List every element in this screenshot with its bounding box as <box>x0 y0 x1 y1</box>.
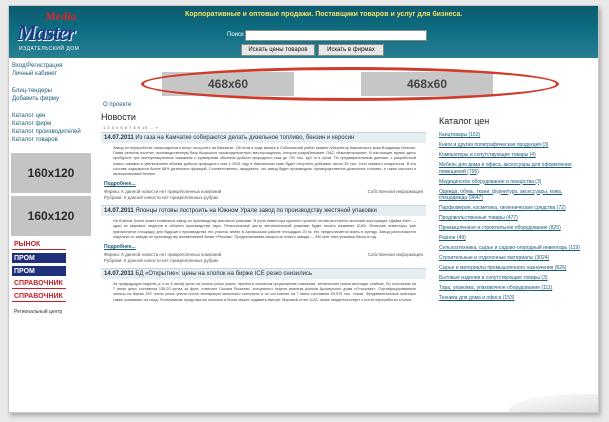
news-firms: Фирмы: К данной новости нет прикрепленных компаний <box>104 252 222 258</box>
catalog-links <box>9 112 94 144</box>
catalog-heading: Каталог цен <box>439 116 490 126</box>
catalog-item[interactable]: Компьютеры и сопутствующие товары (4) <box>439 152 536 158</box>
account-links <box>9 62 94 78</box>
header <box>9 6 599 58</box>
partner-banners <box>9 240 94 319</box>
news-footer <box>101 187 426 203</box>
catalog-item[interactable]: Медицинское оборудование и лекарства (3) <box>439 178 542 185</box>
top-banner-1[interactable]: 468x60 <box>162 72 294 96</box>
price-catalog <box>439 116 589 413</box>
login-link[interactable]: Вход/Регистрация <box>12 63 63 69</box>
news-more-link[interactable]: Подробнее... <box>104 181 136 188</box>
price-catalog-link[interactable]: Каталог цен <box>12 113 46 119</box>
news-date: 14.07.2011 <box>104 271 134 278</box>
catalog-item[interactable]: Бытовые изделия и сопутствующие товары (3) <box>439 275 548 281</box>
news-title[interactable]: Японцы готовы построить на Южном Урале завод по производству жестяной упаковки <box>135 208 377 215</box>
news-body: На Южном Урале может появиться завод по производству жестяной упаковки. В роли инвестора крупного проекта готова выступить японская корпорация «Дайва Кан» — один из мировых лидеров в области производства тары. Региональный центр металлической упаковки будет носить название ICAN. Японские инвесторы уже присмотрели площадку для будущего производства это участок земли в Аргаяшском районе площадью 20 га, его предполагается взять в аренду. Завод расположится недалеко от завода по производству алюминиевой банки «Рексам». Предполагаемая мощность нового завода — 300 млн тонн упаковки банок в год. <box>113 219 416 239</box>
catalog-item[interactable]: Строительные и отделочные материалы (3024) <box>439 255 550 261</box>
catalog-item[interactable]: Сырье и материалы промышленного назначения (826) <box>439 265 567 271</box>
side-banner-1[interactable]: 160x120 <box>11 153 91 193</box>
search-goods-button[interactable]: Искать цены товаров <box>241 44 315 56</box>
news-title[interactable]: БД «Открытие»: цены на хлопок на бирже ICE резко снизились <box>135 271 313 278</box>
tenders-link[interactable]: Блиц-тендеры <box>12 88 52 94</box>
logo-subtitle: ИЗДАТЕЛЬСКИЙ ДОМ <box>19 46 80 52</box>
search-input[interactable] <box>245 30 427 41</box>
catalog-item[interactable]: Продовольственные товары (477) <box>439 215 518 221</box>
catalog-item[interactable]: Канцтовары (152) <box>439 132 481 138</box>
news-item-header[interactable] <box>101 206 426 216</box>
news-body: Завод по переработке газоконденсата могут построить на Камчатке. Об этом в ходе визита в Соболевский район заявил губернатор Камчатского края Владимир Илюхин. Глава региона посетил производственную базу Кшукского газоконденсатного месторождения, которое разрабатывает ОАО «Камчатгазпром». В настоящее время здесь пробурено три эксплуатационные скважины с суммарным объемом добычи природного газа до 700 тыс. куб. м в сутки. По предварительным данным, с разработкой новых скважин и увеличением объема добычи природного газа к 2015 году в Камчатском крае будет получено добывать около 35 тыс. тонн газового конденсата. В его составе содержатся более 88% дизельных фракций. Соответственно, ожидается, что завод будет производить преимущественно дизельное топливо, а также керосин и низкооктановый бензин. <box>113 146 416 177</box>
news-firms: Фирмы: К данной новости нет прикрепленных компаний <box>104 189 222 195</box>
catalog-item[interactable]: Разное (49) <box>439 235 466 241</box>
news-date: 14.07.2011 <box>104 135 134 141</box>
catalog-item[interactable]: Мебель для дома и офиса, аксессуары для оформления помещений (795) <box>439 162 572 175</box>
logo-master: Master <box>17 20 75 45</box>
news-body: За предыдущую неделю (с 4 по 8 июля) цены на хлопок резко упали, причем в основном продолжение снижения, технические рынки выглядят слабым. По состоянию на 7 июля цены составили 136,20 цента за фунт, отмечает Оксана Рыженко, специалист отдела анализа рынков Брокерского дома «Открытие». Сертифицированные запасы на бирже ICE очень резко упали после экспирации июльского контракта и по состоянию на 7 июля составили 53,975 тыс. тюков. Фундаментальные факторы также указывают на спад. Пользование продолжится сильные в Китае может подавить импорт. Мировой отчет ICAC также свидетельствует о росте переработки хлопка. <box>113 282 416 302</box>
maker-catalog-link[interactable]: Каталог производителей <box>12 129 81 135</box>
catalog-item[interactable]: Книги и другая полиграфическая продукция (3) <box>439 142 549 148</box>
news-item-header[interactable] <box>101 269 426 279</box>
page <box>8 5 599 413</box>
catalog-item[interactable]: Парфюмерия, косметика, гигиенические средства (72) <box>439 205 566 211</box>
goods-catalog-link[interactable]: Каталог товаров <box>12 137 58 143</box>
search-label: Поиск <box>227 32 244 38</box>
news-item <box>101 205 426 266</box>
news-date: 14.07.2011 <box>104 208 134 215</box>
news-heading: Новости <box>101 112 136 122</box>
highlight-oval <box>141 67 559 101</box>
search-firms-button[interactable]: Искать в фирмах <box>318 44 384 56</box>
logo[interactable] <box>17 9 103 55</box>
catalog-item[interactable]: Сельхозтехника, сырье и садово-огородный инвентарь (119) <box>439 245 580 251</box>
news-footer <box>101 250 426 266</box>
news-rubrics: Рубрики: К данной новости нет прикрепленных рубрик <box>104 258 219 264</box>
main-content <box>101 102 426 413</box>
news-item <box>101 268 426 305</box>
partner-banner[interactable]: ПРОМ <box>12 266 66 276</box>
news-more-link[interactable]: Подробнее... <box>104 244 136 251</box>
news-item-header[interactable] <box>101 133 426 143</box>
news-source: Собственная информация <box>367 252 423 258</box>
news-source: Собственная информация <box>367 189 423 195</box>
tender-links <box>9 87 94 103</box>
pagination[interactable]: 1 2 3 4 5 6 7 8 9 10 ... » <box>103 125 159 130</box>
firm-catalog-link[interactable]: Каталог фирм <box>12 121 52 127</box>
top-banner-2[interactable]: 468x60 <box>361 72 493 96</box>
partner-banner[interactable]: СПРАВОЧНИК <box>12 279 66 289</box>
about-link[interactable]: О проекте <box>103 102 132 108</box>
partner-banner[interactable]: РЫНОК <box>12 240 66 250</box>
catalog-item[interactable]: Техника для дома и офиса (153) <box>439 295 515 301</box>
catalog-item[interactable]: Одежда, обувь, ткани, фурнитура, аксессуары, кожа, спецодежда (9647) <box>439 188 563 201</box>
side-banner-2[interactable]: 160x120 <box>11 196 91 236</box>
partner-banner[interactable]: Региональный центр <box>14 309 63 315</box>
news-item <box>101 132 426 203</box>
partner-banner[interactable]: ПРОМ <box>12 253 66 263</box>
tagline: Корпоративные и оптовые продажи. Поставщики товаров и услуг для бизнеса. <box>185 11 463 18</box>
cabinet-link[interactable]: Личный кабинет <box>12 71 58 77</box>
logo-media: Media <box>45 9 77 23</box>
news-rubrics: Рубрики: К данной новости нет прикрепленных рубрик <box>104 195 219 201</box>
news-title[interactable]: Из газа на Камчатке собираются делать дизельное топливо, бензин и керосин <box>135 135 355 141</box>
left-sidebar <box>9 62 94 413</box>
partner-banner[interactable]: СПРАВОЧНИК <box>12 292 66 302</box>
catalog-item[interactable]: Тара, упаковка, упаковочное оборудование (111) <box>439 285 553 291</box>
add-firm-link[interactable]: Добавить фирму <box>12 96 60 102</box>
catalog-item[interactable]: Промышленное и строительное оборудование (825) <box>439 225 561 231</box>
